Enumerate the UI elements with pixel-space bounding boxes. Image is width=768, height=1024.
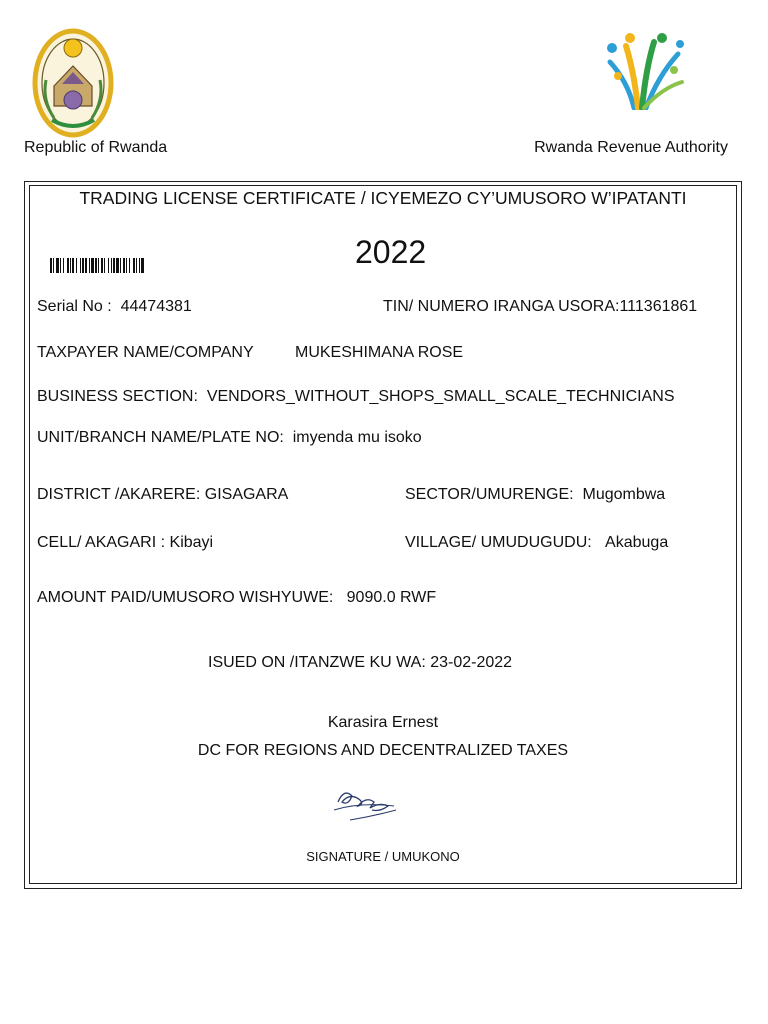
barcode-bar xyxy=(63,258,64,273)
cell-value: Kibayi xyxy=(169,534,214,551)
barcode-bar xyxy=(120,258,121,273)
signature-caption: SIGNATURE / UMUKONO xyxy=(306,849,460,864)
amount-label: AMOUNT PAID/UMUSORO WISHYUWE: xyxy=(37,589,334,606)
barcode-bar xyxy=(104,258,105,273)
republic-caption: Republic of Rwanda xyxy=(24,139,168,156)
district-label: DISTRICT /AKARERE: xyxy=(37,486,201,503)
amount-value: 9090.0 RWF xyxy=(346,589,437,606)
barcode-bar xyxy=(76,258,77,273)
certificate-title: TRADING LICENSE CERTIFICATE / ICYEMEZO CY’UMUSORO W’IPATANTI xyxy=(79,188,687,208)
barcode-bar xyxy=(98,258,99,273)
barcode xyxy=(50,258,225,273)
barcode-bar xyxy=(80,258,81,273)
serial-row xyxy=(37,298,192,316)
business-value: VENDORS_WITHOUT_SHOPS_SMALL_SCALE_TECHNICIANS xyxy=(206,388,675,405)
barcode-bar xyxy=(82,258,84,273)
barcode-bar xyxy=(141,258,144,273)
rra-logo-icon xyxy=(604,32,686,110)
unit-value: imyenda mu isoko xyxy=(292,429,422,446)
tin-label: TIN/ NUMERO IRANGA USORA: xyxy=(383,298,620,315)
taxpayer-label: TAXPAYER NAME/COMPANY xyxy=(37,344,254,361)
barcode-bar xyxy=(111,258,112,273)
amount-row xyxy=(37,589,436,607)
signatory-name: Karasira Ernest xyxy=(327,714,439,731)
coat-of-arms-icon xyxy=(32,28,114,138)
sector-label: SECTOR/UMURENGE: xyxy=(405,486,574,503)
barcode-bar xyxy=(108,258,109,273)
barcode-bar xyxy=(95,258,97,273)
serial-value: 44474381 xyxy=(120,298,192,315)
barcode-bar xyxy=(89,258,90,273)
district-row xyxy=(37,486,288,504)
issued-row xyxy=(208,654,512,672)
barcode-bar xyxy=(60,258,61,273)
barcode-bar xyxy=(67,258,69,273)
business-row xyxy=(37,388,674,406)
barcode-bar xyxy=(50,258,52,273)
signatory-title: DC FOR REGIONS AND DECENTRALIZED TAXES xyxy=(197,742,569,759)
rra-caption: Rwanda Revenue Authority xyxy=(534,139,728,156)
barcode-bar xyxy=(101,258,103,273)
district-value: GISAGARA xyxy=(204,486,289,503)
barcode-bar xyxy=(116,258,119,273)
cell-label: CELL/ AKAGARI : xyxy=(37,534,166,551)
issued-label: ISUED ON /ITANZWE KU WA: xyxy=(208,654,426,671)
barcode-bar xyxy=(85,258,87,273)
tin-value: 111361861 xyxy=(619,298,698,315)
tin-row xyxy=(383,298,697,316)
barcode-bar xyxy=(53,258,54,273)
sector-value: Mugombwa xyxy=(582,486,666,503)
village-label: VILLAGE/ UMUDUGUDU: xyxy=(405,534,592,551)
barcode-bar xyxy=(123,258,125,273)
taxpayer-value: MUKESHIMANA ROSE xyxy=(295,344,464,361)
village-row xyxy=(405,534,668,552)
barcode-bar xyxy=(129,258,130,273)
barcode-bar xyxy=(133,258,135,273)
barcode-bar xyxy=(113,258,115,273)
barcode-bar xyxy=(136,258,137,273)
signature-image xyxy=(330,780,402,828)
business-label: BUSINESS SECTION: xyxy=(37,388,198,405)
village-value: Akabuga xyxy=(605,534,669,551)
unit-row xyxy=(37,429,422,447)
issued-value: 23-02-2022 xyxy=(430,654,513,671)
serial-label: Serial No : xyxy=(37,298,112,315)
barcode-bar xyxy=(126,258,127,273)
barcode-bar xyxy=(139,258,140,273)
barcode-bar xyxy=(72,258,74,273)
barcode-bar xyxy=(91,258,94,273)
sector-row xyxy=(405,486,665,504)
unit-label: UNIT/BRANCH NAME/PLATE NO: xyxy=(37,429,284,446)
cell-row xyxy=(37,534,213,552)
certificate-year: 2022 xyxy=(355,234,427,270)
barcode-bar xyxy=(56,258,59,273)
barcode-bar xyxy=(70,258,71,273)
